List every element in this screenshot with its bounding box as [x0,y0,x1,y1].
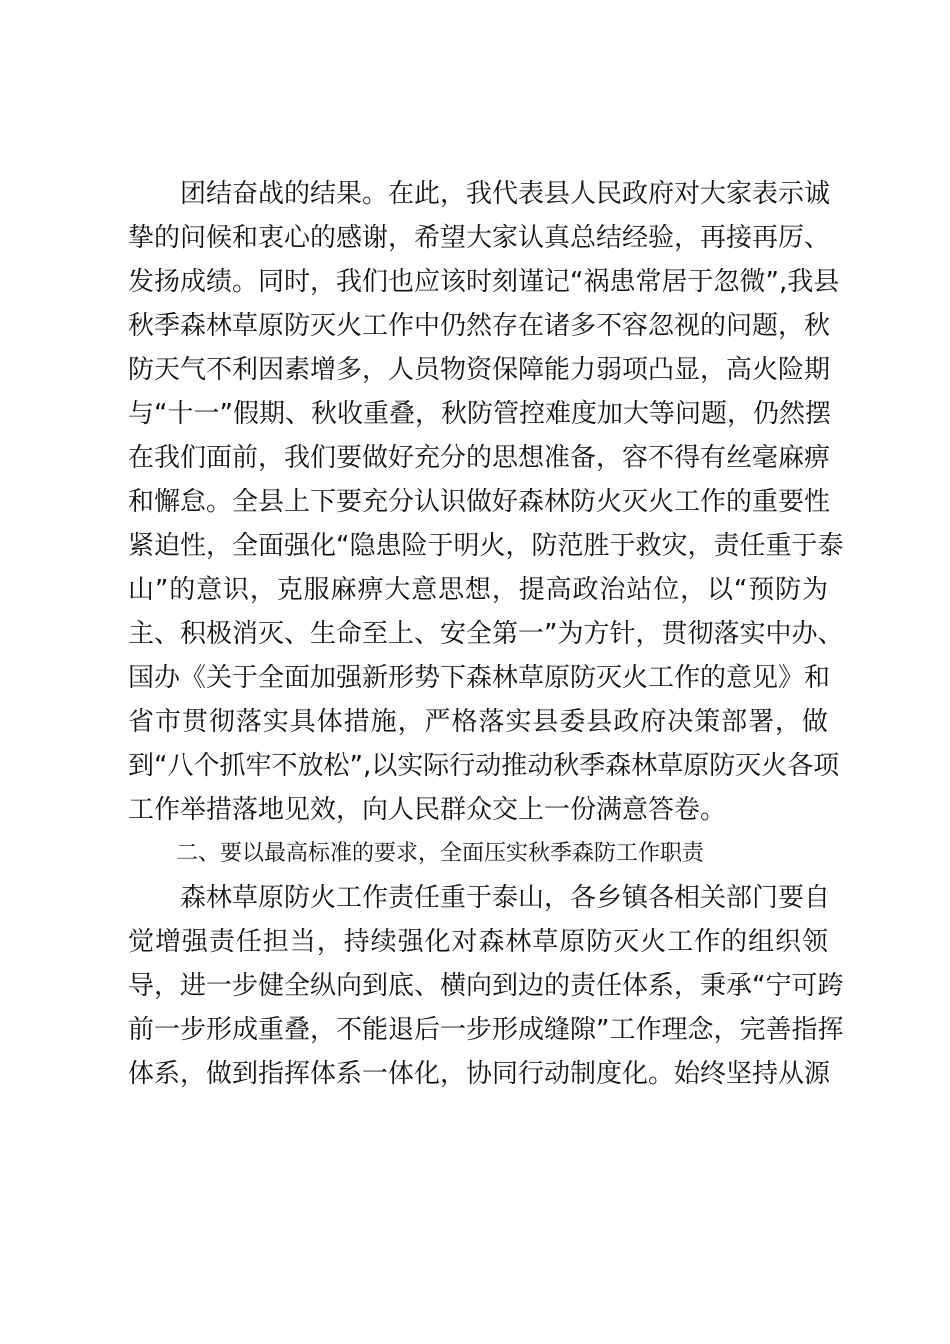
paragraph-line: 发扬成绩。同时，我们也应该时刻谨记“祸患常居于忽微”,我县 [128,267,840,297]
document-body [128,172,844,1096]
paragraph-line: 和懈怠。全县上下要充分认识做好森林防火灭火工作的重要性 [128,487,831,517]
paragraph-line: 与“十一”假期、秋收重叠，秋防管控难度加大等问题，仍然摆 [128,399,831,429]
paragraph-line: 森林草原防火工作责任重于泰山，各乡镇各相关部门要自 [180,883,831,913]
paragraph-line: 防天气不利因素增多，人员物资保障能力弱项凸显，高火险期 [128,355,831,385]
paragraph-line: 省市贯彻落实具体措施，严格落实县委县政府决策部署，做 [128,707,828,737]
paragraph-line: 团结奋战的结果。在此，我代表县人民政府对大家表示诚 [180,179,831,209]
paragraph-line: 挚的问候和衷心的感谢，希望大家认真总结经验，再接再厉、 [128,223,831,253]
section-heading: 二、要以最高标准的要求，全面压实秋季森防工作职责 [176,841,705,866]
paragraph-line: 主、积极消灭、生命至上、安全第一”为方针，贯彻落实中办、 [128,619,844,649]
paragraph-line: 在我们面前，我们要做好充分的思想准备，容不得有丝毫麻痹 [128,443,831,473]
paragraph-line: 觉增强责任担当，持续强化对森林草原防灭火工作的组织领 [128,927,828,957]
paragraph-line: 前一步形成重叠，不能退后一步形成缝隙”工作理念，完善指挥 [128,1015,844,1045]
paragraph-line: 国办《关于全面加强新形势下森林草原防灭火工作的意见》和 [128,663,831,693]
paragraph-line: 紧迫性，全面强化“隐患险于明火，防范胜于救灾，责任重于泰 [128,531,844,561]
paragraph-line: 体系，做到指挥体系一体化，协同行动制度化。始终坚持从源 [128,1059,831,1089]
paragraph-line: 到“八个抓牢不放松”,以实际行动推动秋季森林草原防灭火各项 [128,751,840,781]
paragraph-line: 山”的意识，克服麻痹大意思想，提高政治站位，以“预防为 [128,575,828,605]
paragraph-line: 导，进一步健全纵向到底、横向到边的责任体系，秉承“宁可跨 [128,971,844,1001]
paragraph-line: 工作举措落地见效，向人民群众交上一份满意答卷。 [128,795,727,825]
paragraph-line: 秋季森林草原防灭火工作中仍然存在诸多不容忽视的问题，秋 [128,311,831,341]
